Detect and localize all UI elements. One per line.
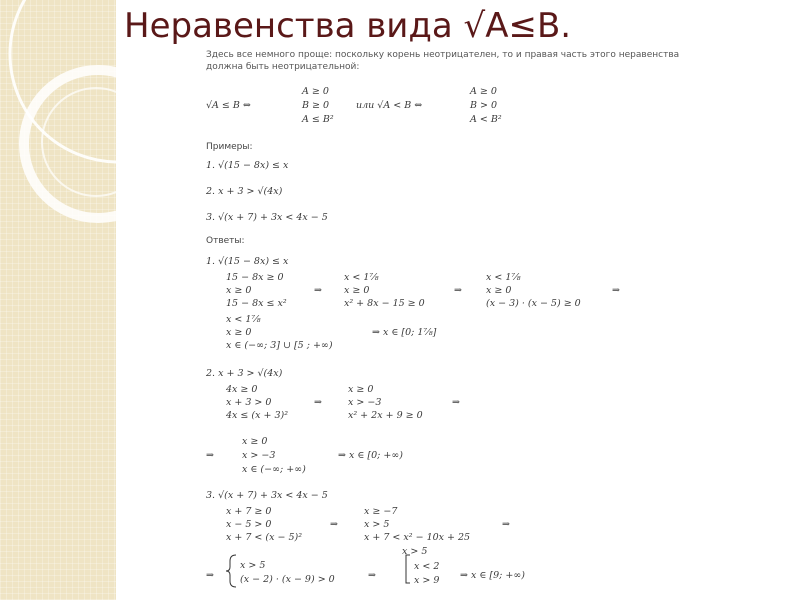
- doc-line-a1-head: 1. √(15 − 8x) ≤ x: [206, 256, 289, 267]
- doc-line-a1-r1c2: x < 1⁷⁄₈: [344, 272, 379, 283]
- doc-line-a3-arrow3: ⇒: [368, 570, 376, 581]
- doc-line-a2-head: 2. x + 3 > √(4x): [206, 368, 283, 379]
- doc-line-example-3: 3. √(x + 7) + 3x < 4x − 5: [206, 212, 328, 223]
- doc-line-a3-r3c1: x + 7 < (x − 5)²: [226, 532, 303, 543]
- doc-line-rule-s1-a: A ≥ 0: [302, 86, 329, 97]
- doc-line-a2-arrow1: ⇒: [314, 397, 322, 408]
- doc-line-rule-s1-b: B ≥ 0: [302, 100, 330, 111]
- doc-line-a1-r2c1: x ≥ 0: [226, 285, 252, 296]
- doc-line-a3-result: ⇒ x ∈ [9; +∞): [460, 570, 525, 581]
- doc-line-a3-r3c2: x + 7 < x² − 10x + 25: [364, 532, 471, 543]
- doc-line-a1-r3c2: x² + 8x − 15 ≥ 0: [344, 298, 425, 309]
- doc-line-a1-r2c3: x ≥ 0: [486, 285, 512, 296]
- doc-line-a3-set-a: x > 5: [402, 546, 428, 557]
- doc-line-a3-r2c2: x > 5: [364, 519, 390, 530]
- doc-line-a1-r4: x < 1⁷⁄₈: [226, 314, 261, 325]
- doc-line-a2-r2c2: x > −3: [348, 397, 382, 408]
- doc-line-a1-r3c1: 15 − 8x ≤ x²: [226, 298, 287, 309]
- doc-line-a2-arrow3: ⇒: [206, 450, 214, 461]
- slide-title: Неравенства вида √A≤B.: [124, 6, 572, 46]
- doc-line-answers-heading: Ответы:: [206, 236, 245, 246]
- doc-line-a3-final-arrow: ⇒: [206, 570, 214, 581]
- doc-line-a1-arrow3: ⇒: [612, 285, 620, 296]
- doc-line-a3-arrow1: ⇒: [330, 519, 338, 530]
- doc-line-a3-r1c2: x ≥ −7: [364, 506, 398, 517]
- doc-line-a2-r1c1: 4x ≥ 0: [226, 384, 258, 395]
- doc-line-a3-head: 3. √(x + 7) + 3x < 4x − 5: [206, 490, 328, 501]
- doc-line-a2-r5: x > −3: [242, 450, 276, 461]
- doc-line-rule-s2-a: A ≥ 0: [470, 86, 497, 97]
- doc-line-examples-heading: Примеры:: [206, 142, 253, 152]
- doc-line-a2-r2c1: x + 3 > 0: [226, 397, 272, 408]
- decorative-circles: [0, 0, 116, 600]
- decorative-sidebar: [0, 0, 116, 600]
- doc-line-a1-r5-result: ⇒ x ∈ [0; 1⁷⁄₈]: [372, 327, 437, 338]
- doc-line-a3-sys-b: (x − 2) · (x − 9) > 0: [240, 574, 335, 585]
- doc-line-a2-r1c2: x ≥ 0: [348, 384, 374, 395]
- doc-line-example-2: 2. x + 3 > √(4x): [206, 186, 283, 197]
- doc-line-rule-s1-c: A ≤ B²: [302, 114, 334, 125]
- document-image: [206, 50, 694, 595]
- doc-line-a1-arrow1: ⇒: [314, 285, 322, 296]
- doc-line-rule-s2-b: B > 0: [470, 100, 498, 111]
- doc-line-a3-r2c1: x − 5 > 0: [226, 519, 272, 530]
- doc-line-rule-left: √A ≤ B ⇔: [206, 100, 251, 111]
- doc-line-a3-set-b: x < 2: [414, 561, 440, 572]
- doc-line-a1-r2c2: x ≥ 0: [344, 285, 370, 296]
- doc-line-example-1: 1. √(15 − 8x) ≤ x: [206, 160, 289, 171]
- doc-line-intro-1: Здесь все немного проще: поскольку корень неотрицателен, то и правая часть этого неравенства: [206, 50, 680, 60]
- doc-line-rule-mid: или √A < B ⇔: [356, 100, 423, 111]
- doc-line-a3-arrow2: ⇒: [502, 519, 510, 530]
- doc-line-a2-r6: x ∈ (−∞; +∞): [242, 464, 306, 475]
- doc-line-a1-r1c3: x < 1⁷⁄₈: [486, 272, 521, 283]
- doc-line-a1-r1c1: 15 − 8x ≥ 0: [226, 272, 284, 283]
- doc-line-rule-s2-c: A < B²: [470, 114, 502, 125]
- doc-line-a2-r3c1: 4x ≤ (x + 3)²: [226, 410, 289, 421]
- doc-line-a1-arrow2: ⇒: [454, 285, 462, 296]
- doc-line-a3-sys-a: x > 5: [240, 560, 266, 571]
- doc-line-a1-r3c3: (x − 3) · (x − 5) ≥ 0: [486, 298, 581, 309]
- doc-line-a2-r3c2: x² + 2x + 9 ≥ 0: [348, 410, 423, 421]
- math-brackets: [206, 50, 694, 595]
- doc-line-a2-r5-result: ⇒ x ∈ [0; +∞): [338, 450, 403, 461]
- doc-line-a1-r5: x ≥ 0: [226, 327, 252, 338]
- doc-line-intro-2: должна быть неотрицательной:: [206, 62, 360, 72]
- doc-line-a3-r1c1: x + 7 ≥ 0: [226, 506, 272, 517]
- doc-line-a3-set-c: x > 9: [414, 575, 440, 586]
- doc-line-a2-arrow2: ⇒: [452, 397, 460, 408]
- doc-line-a1-r6: x ∈ (−∞; 3] ∪ [5 ; +∞): [226, 340, 333, 351]
- doc-line-a2-r4: x ≥ 0: [242, 436, 268, 447]
